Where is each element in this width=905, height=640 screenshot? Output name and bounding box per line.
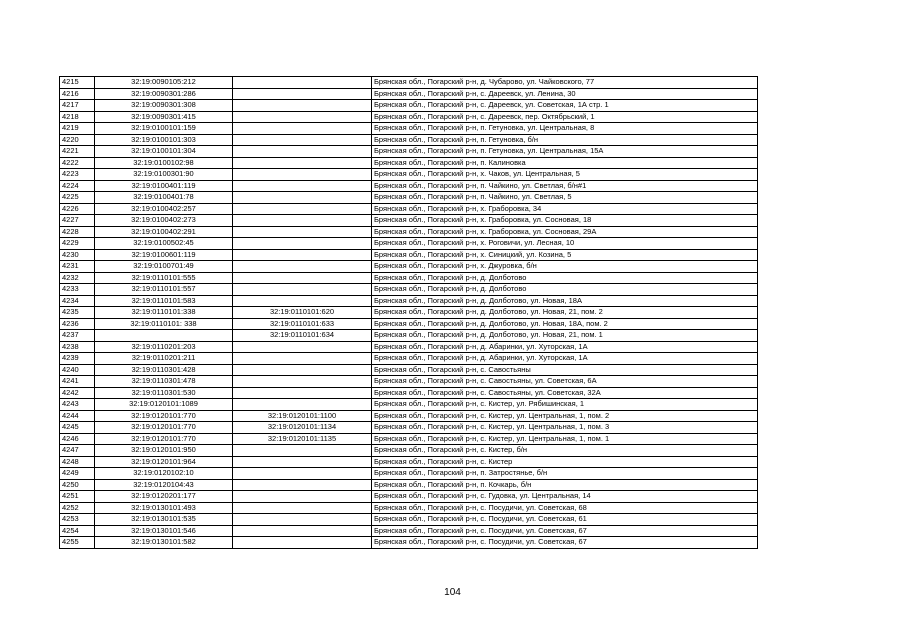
table-row: [60, 100, 758, 112]
row-number-cell: 4220: [60, 134, 95, 146]
row-number-cell: 4240: [60, 364, 95, 376]
address-cell: Брянская обл., Погарский р-н, д. Долботово, ул. Новая, 18А: [372, 295, 758, 307]
sub-cadastral-number-cell: [233, 295, 372, 307]
cadastral-number-cell: 32:19:0100402:273: [95, 215, 233, 227]
table-row: [60, 433, 758, 445]
table-row: [60, 410, 758, 422]
sub-cadastral-number-cell: [233, 341, 372, 353]
cadastral-number-cell: 32:19:0110101:338: [95, 307, 233, 319]
row-number-cell: 4227: [60, 215, 95, 227]
address-cell: Брянская обл., Погарский р-н, д. Долботово, ул. Новая, 21, пом. 2: [372, 307, 758, 319]
table-row: [60, 272, 758, 284]
address-cell: Брянская обл., Погарский р-н, с. Дареевск, ул. Ленина, 30: [372, 88, 758, 100]
row-number-cell: 4226: [60, 203, 95, 215]
cadastral-number-cell: 32:19:0130101:535: [95, 514, 233, 526]
row-number-cell: 4237: [60, 330, 95, 342]
row-number-cell: 4222: [60, 157, 95, 169]
row-number-cell: 4221: [60, 146, 95, 158]
cadastral-number-cell: 32:19:0100601:119: [95, 249, 233, 261]
address-cell: Брянская обл., Погарский р-н, д. Долботово: [372, 284, 758, 296]
sub-cadastral-number-cell: [233, 491, 372, 503]
table-row: [60, 468, 758, 480]
table-row: [60, 537, 758, 549]
row-number-cell: 4232: [60, 272, 95, 284]
row-number-cell: 4249: [60, 468, 95, 480]
cadastral-number-cell: 32:19:0090301:308: [95, 100, 233, 112]
sub-cadastral-number-cell: 32:19:0120101:1135: [233, 433, 372, 445]
cadastral-number-cell: 32:19:0090301:415: [95, 111, 233, 123]
address-cell: Брянская обл., Погарский р-н, с. Посудичи, ул. Советская, 61: [372, 514, 758, 526]
address-cell: Брянская обл., Погарский р-н, п. Гетуновка, ул. Центральная, 8: [372, 123, 758, 135]
row-number-cell: 4229: [60, 238, 95, 250]
row-number-cell: 4241: [60, 376, 95, 388]
sub-cadastral-number-cell: [233, 100, 372, 112]
cadastral-number-cell: 32:19:0110201:211: [95, 353, 233, 365]
sub-cadastral-number-cell: [233, 111, 372, 123]
sub-cadastral-number-cell: [233, 376, 372, 388]
sub-cadastral-number-cell: [233, 284, 372, 296]
cadastral-number-cell: 32:19:0110101:557: [95, 284, 233, 296]
table-row: [60, 88, 758, 100]
sub-cadastral-number-cell: [233, 77, 372, 89]
table-row: [60, 307, 758, 319]
address-cell: Брянская обл., Погарский р-н, с. Савостьяны, ул. Советская, 6А: [372, 376, 758, 388]
table-row: [60, 169, 758, 181]
table-row: [60, 146, 758, 158]
table-row: [60, 353, 758, 365]
cadastral-number-cell: 32:19:0100101:304: [95, 146, 233, 158]
table-row: [60, 261, 758, 273]
table-row: [60, 491, 758, 503]
cadastral-number-cell: 32:19:0100101:159: [95, 123, 233, 135]
address-cell: Брянская обл., Погарский р-н, с. Гудовка, ул. Центральная, 14: [372, 491, 758, 503]
cadastral-number-cell: 32:19:0120101:770: [95, 433, 233, 445]
sub-cadastral-number-cell: 32:19:0110101:620: [233, 307, 372, 319]
cadastral-number-cell: 32:19:0110301:428: [95, 364, 233, 376]
address-cell: Брянская обл., Погарский р-н, с. Посудичи, ул. Советская, 67: [372, 525, 758, 537]
table-row: [60, 192, 758, 204]
table-row: [60, 318, 758, 330]
cadastral-number-cell: 32:19:0120104:43: [95, 479, 233, 491]
cadastral-number-cell: 32:19:0120101:964: [95, 456, 233, 468]
row-number-cell: 4231: [60, 261, 95, 273]
row-number-cell: 4245: [60, 422, 95, 434]
address-cell: Брянская обл., Погарский р-н, с. Савостьяны: [372, 364, 758, 376]
sub-cadastral-number-cell: [233, 249, 372, 261]
sub-cadastral-number-cell: [233, 537, 372, 549]
cadastral-number-cell: 32:19:0130101:582: [95, 537, 233, 549]
table-row: [60, 77, 758, 89]
cadastral-number-cell: 32:19:0110301:530: [95, 387, 233, 399]
cadastral-number-cell: 32:19:0110101:583: [95, 295, 233, 307]
cadastral-number-cell: 32:19:0120102:10: [95, 468, 233, 480]
table-row: [60, 284, 758, 296]
address-cell: Брянская обл., Погарский р-н, д. Долботово, ул. Новая, 18А, пом. 2: [372, 318, 758, 330]
cadastral-number-cell: 32:19:0120101:1089: [95, 399, 233, 411]
address-cell: Брянская обл., Погарский р-н, с. Посудичи, ул. Советская, 67: [372, 537, 758, 549]
row-number-cell: 4243: [60, 399, 95, 411]
table-row: [60, 502, 758, 514]
row-number-cell: 4224: [60, 180, 95, 192]
table-row: [60, 399, 758, 411]
address-cell: Брянская обл., Погарский р-н, с. Кистер, б/н: [372, 445, 758, 457]
sub-cadastral-number-cell: [233, 479, 372, 491]
table-row: [60, 330, 758, 342]
cadastral-number-cell: 32:19:0120201:177: [95, 491, 233, 503]
sub-cadastral-number-cell: [233, 146, 372, 158]
address-cell: Брянская обл., Погарский р-н, п. Калиновка: [372, 157, 758, 169]
row-number-cell: 4216: [60, 88, 95, 100]
row-number-cell: 4254: [60, 525, 95, 537]
cadastral-number-cell: 32:19:0100701:49: [95, 261, 233, 273]
address-cell: Брянская обл., Погарский р-н, с. Дареевск, пер. Октябрьский, 1: [372, 111, 758, 123]
row-number-cell: 4253: [60, 514, 95, 526]
row-number-cell: 4239: [60, 353, 95, 365]
table-row: [60, 422, 758, 434]
row-number-cell: 4248: [60, 456, 95, 468]
row-number-cell: 4217: [60, 100, 95, 112]
sub-cadastral-number-cell: [233, 123, 372, 135]
sub-cadastral-number-cell: [233, 261, 372, 273]
sub-cadastral-number-cell: [233, 387, 372, 399]
address-cell: Брянская обл., Погарский р-н, с. Кистер, ул. Рябишинская, 1: [372, 399, 758, 411]
address-cell: Брянская обл., Погарский р-н, д. Абаринки, ул. Хуторская, 1А: [372, 341, 758, 353]
table-row: [60, 387, 758, 399]
cadastral-number-cell: 32:19:0090105:212: [95, 77, 233, 89]
row-number-cell: 4233: [60, 284, 95, 296]
row-number-cell: 4219: [60, 123, 95, 135]
sub-cadastral-number-cell: [233, 157, 372, 169]
address-cell: Брянская обл., Погарский р-н, с. Савостьяны, ул. Советская, 32А: [372, 387, 758, 399]
table-row: [60, 456, 758, 468]
sub-cadastral-number-cell: [233, 502, 372, 514]
table-row: [60, 295, 758, 307]
cadastral-number-cell: 32:19:0100402:257: [95, 203, 233, 215]
sub-cadastral-number-cell: [233, 399, 372, 411]
sub-cadastral-number-cell: 32:19:0110101:633: [233, 318, 372, 330]
cadastral-number-cell: 32:19:0100301:90: [95, 169, 233, 181]
row-number-cell: 4252: [60, 502, 95, 514]
table-row: [60, 341, 758, 353]
row-number-cell: 4218: [60, 111, 95, 123]
table-row: [60, 525, 758, 537]
row-number-cell: 4251: [60, 491, 95, 503]
table-row: [60, 180, 758, 192]
address-cell: Брянская обл., Погарский р-н, д. Долботово, ул. Новая, 21, пом. 1: [372, 330, 758, 342]
sub-cadastral-number-cell: [233, 456, 372, 468]
address-cell: Брянская обл., Погарский р-н, х. Граборовка, ул. Сосновая, 18: [372, 215, 758, 227]
address-cell: Брянская обл., Погарский р-н, х. Джуровка, б/н: [372, 261, 758, 273]
address-cell: Брянская обл., Погарский р-н, с. Кистер, ул. Центральная, 1, пом. 2: [372, 410, 758, 422]
sub-cadastral-number-cell: [233, 468, 372, 480]
table-row: [60, 111, 758, 123]
sub-cadastral-number-cell: [233, 134, 372, 146]
address-cell: Брянская обл., Погарский р-н, х. Роговичи, ул. Лесная, 10: [372, 238, 758, 250]
table-row: [60, 238, 758, 250]
address-cell: Брянская обл., Погарский р-н, с. Кистер, ул. Центральная, 1, пом. 1: [372, 433, 758, 445]
row-number-cell: 4235: [60, 307, 95, 319]
table-row: [60, 445, 758, 457]
row-number-cell: 4244: [60, 410, 95, 422]
cadastral-number-cell: 32:19:0110301:478: [95, 376, 233, 388]
cadastral-number-cell: 32:19:0120101:950: [95, 445, 233, 457]
row-number-cell: 4247: [60, 445, 95, 457]
sub-cadastral-number-cell: [233, 353, 372, 365]
address-cell: Брянская обл., Погарский р-н, д. Долботово: [372, 272, 758, 284]
address-cell: Брянская обл., Погарский р-н, с. Кистер, ул. Центральная, 1, пом. 3: [372, 422, 758, 434]
sub-cadastral-number-cell: [233, 514, 372, 526]
cadastral-number-cell: 32:19:0100401:119: [95, 180, 233, 192]
table-row: [60, 203, 758, 215]
address-cell: Брянская обл., Погарский р-н, д. Чубарово, ул. Чайковского, 77: [372, 77, 758, 89]
address-cell: Брянская обл., Погарский р-н, п. Чайкино, ул. Светлая, б/н#1: [372, 180, 758, 192]
sub-cadastral-number-cell: [233, 192, 372, 204]
table-row: [60, 157, 758, 169]
sub-cadastral-number-cell: [233, 169, 372, 181]
table-row: [60, 479, 758, 491]
cadastral-number-cell: 32:19:0110101:555: [95, 272, 233, 284]
sub-cadastral-number-cell: [233, 88, 372, 100]
table-row: [60, 514, 758, 526]
row-number-cell: 4215: [60, 77, 95, 89]
cadastral-number-cell: 32:19:0110101: 338: [95, 318, 233, 330]
cadastral-number-cell: 32:19:0090301:286: [95, 88, 233, 100]
sub-cadastral-number-cell: [233, 238, 372, 250]
table-row: [60, 249, 758, 261]
cadastral-table: [59, 76, 758, 549]
cadastral-number-cell: [95, 330, 233, 342]
sub-cadastral-number-cell: 32:19:0110101:634: [233, 330, 372, 342]
sub-cadastral-number-cell: 32:19:0120101:1134: [233, 422, 372, 434]
row-number-cell: 4228: [60, 226, 95, 238]
address-cell: Брянская обл., Погарский р-н, п. Гетуновка, б/н: [372, 134, 758, 146]
sub-cadastral-number-cell: [233, 180, 372, 192]
row-number-cell: 4238: [60, 341, 95, 353]
cadastral-number-cell: 32:19:0100401:78: [95, 192, 233, 204]
page-number: 104: [444, 587, 461, 598]
row-number-cell: 4250: [60, 479, 95, 491]
table-body: [60, 77, 758, 549]
table-row: [60, 123, 758, 135]
row-number-cell: 4246: [60, 433, 95, 445]
sub-cadastral-number-cell: [233, 525, 372, 537]
sub-cadastral-number-cell: [233, 445, 372, 457]
cadastral-number-cell: 32:19:0120101:770: [95, 422, 233, 434]
row-number-cell: 4234: [60, 295, 95, 307]
row-number-cell: 4225: [60, 192, 95, 204]
address-cell: Брянская обл., Погарский р-н, с. Дареевск, ул. Советская, 1А стр. 1: [372, 100, 758, 112]
address-cell: Брянская обл., Погарский р-н, п. Кочкарь, б/н: [372, 479, 758, 491]
row-number-cell: 4242: [60, 387, 95, 399]
table-row: [60, 376, 758, 388]
table-row: [60, 134, 758, 146]
sub-cadastral-number-cell: [233, 272, 372, 284]
sub-cadastral-number-cell: [233, 215, 372, 227]
cadastral-number-cell: 32:19:0100502:45: [95, 238, 233, 250]
address-cell: Брянская обл., Погарский р-н, п. Гетуновка, ул. Центральная, 15А: [372, 146, 758, 158]
address-cell: Брянская обл., Погарский р-н, с. Посудичи, ул. Советская, 68: [372, 502, 758, 514]
sub-cadastral-number-cell: [233, 226, 372, 238]
table-row: [60, 226, 758, 238]
address-cell: Брянская обл., Погарский р-н, с. Кистер: [372, 456, 758, 468]
row-number-cell: 4230: [60, 249, 95, 261]
table-row: [60, 364, 758, 376]
address-cell: Брянская обл., Погарский р-н, х. Синицкий, ул. Козина, 5: [372, 249, 758, 261]
row-number-cell: 4255: [60, 537, 95, 549]
sub-cadastral-number-cell: [233, 203, 372, 215]
cadastral-number-cell: 32:19:0120101:770: [95, 410, 233, 422]
sub-cadastral-number-cell: [233, 364, 372, 376]
sub-cadastral-number-cell: 32:19:0120101:1100: [233, 410, 372, 422]
cadastral-number-cell: 32:19:0130101:493: [95, 502, 233, 514]
address-cell: Брянская обл., Погарский р-н, х. Граборовка, ул. Сосновая, 29А: [372, 226, 758, 238]
row-number-cell: 4223: [60, 169, 95, 181]
address-cell: Брянская обл., Погарский р-н, п. Чайкино, ул. Светлая, 5: [372, 192, 758, 204]
cadastral-number-cell: 32:19:0100101:303: [95, 134, 233, 146]
table-row: [60, 215, 758, 227]
address-cell: Брянская обл., Погарский р-н, п. Затростянье, б/н: [372, 468, 758, 480]
cadastral-number-cell: 32:19:0130101:546: [95, 525, 233, 537]
row-number-cell: 4236: [60, 318, 95, 330]
address-cell: Брянская обл., Погарский р-н, х. Чаков, ул. Центральная, 5: [372, 169, 758, 181]
address-cell: Брянская обл., Погарский р-н, х. Граборовка, 34: [372, 203, 758, 215]
cadastral-number-cell: 32:19:0100102:98: [95, 157, 233, 169]
cadastral-number-cell: 32:19:0100402:291: [95, 226, 233, 238]
address-cell: Брянская обл., Погарский р-н, д. Абаринки, ул. Хуторская, 1А: [372, 353, 758, 365]
cadastral-number-cell: 32:19:0110201:203: [95, 341, 233, 353]
